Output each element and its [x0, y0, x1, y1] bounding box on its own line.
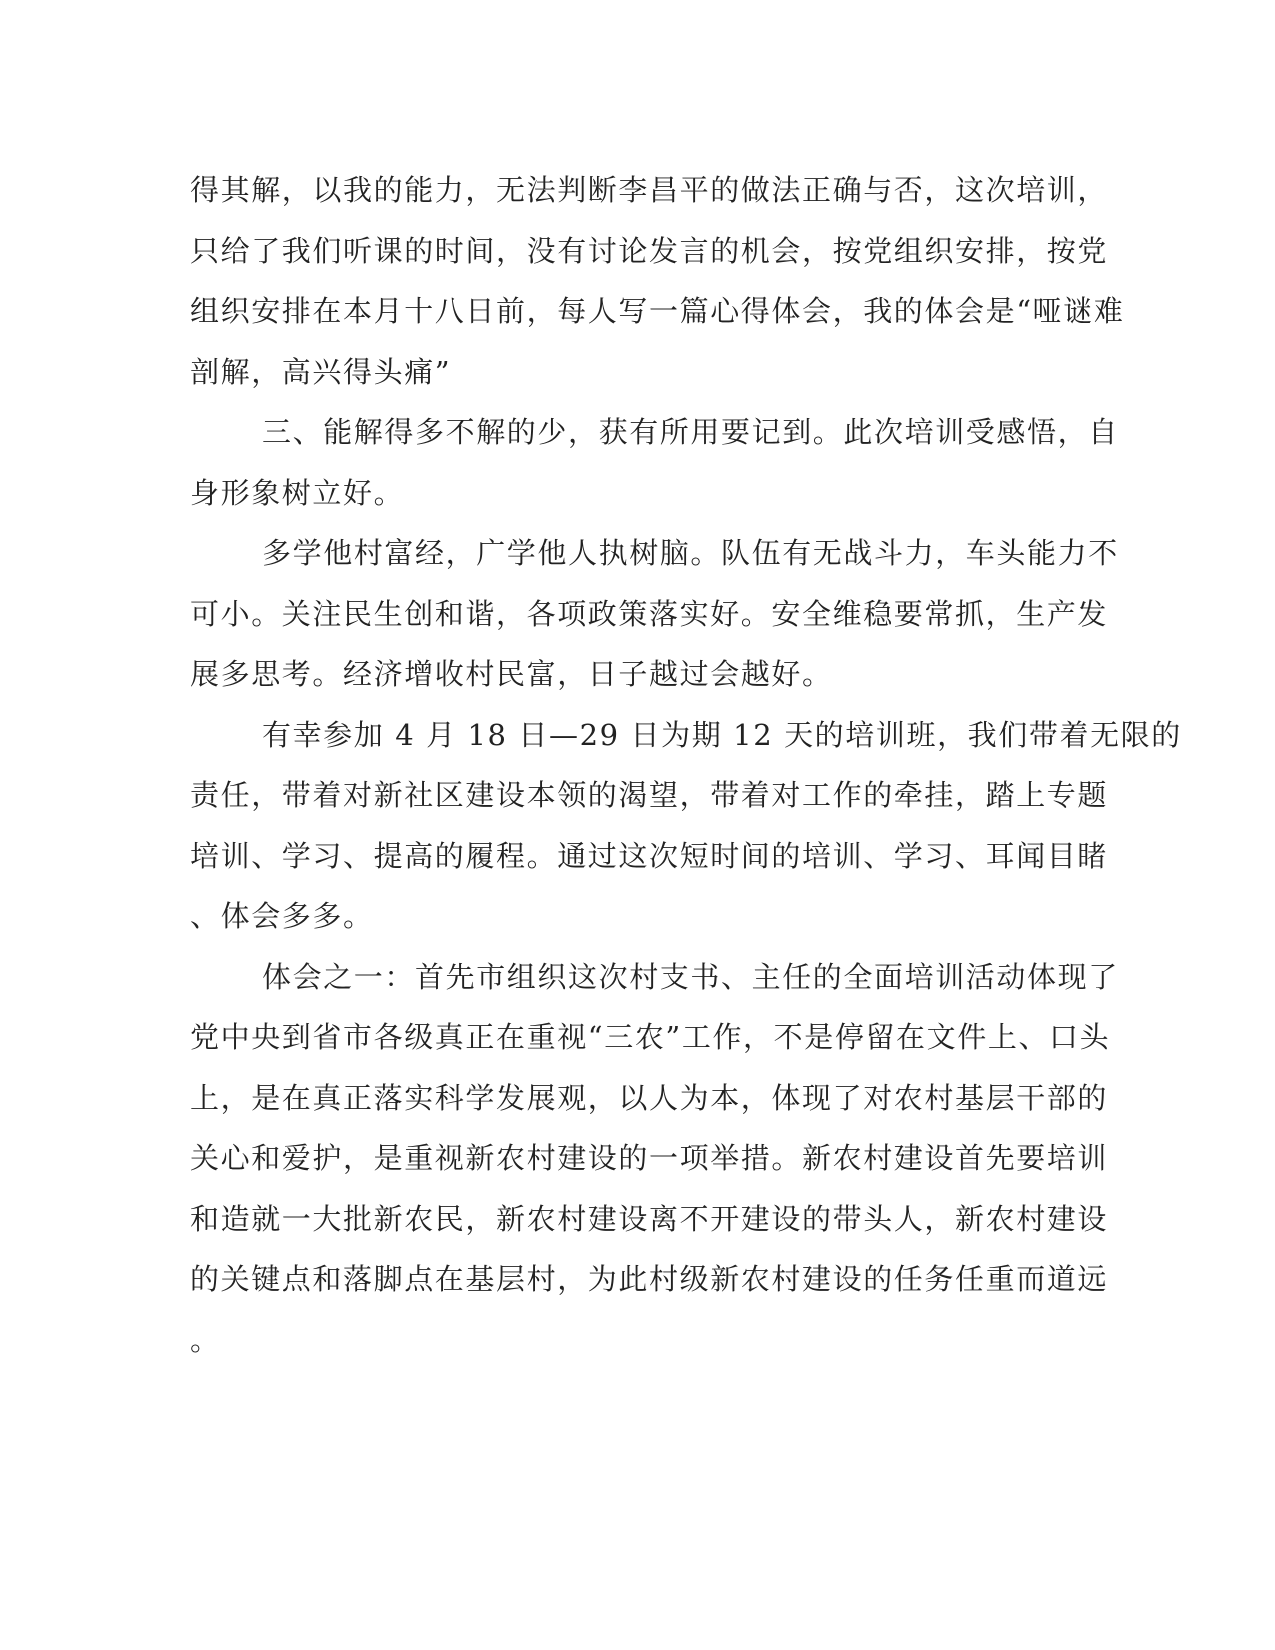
text-line: 上，是在真正落实科学发展观，以人为本，体现了对农村基层干部的 [190, 1080, 1109, 1115]
text-line: 培训、学习、提高的履程。通过这次短时间的培训、学习、耳闻目睹 [190, 838, 1109, 873]
text-line: 只给了我们听课的时间，没有讨论发言的机会，按党组织安排，按党 [190, 233, 1109, 268]
text-line: 关心和爱护，是重视新农村建设的一项举措。新农村建设首先要培训 [190, 1141, 1109, 1175]
paragraph-start-line: 有幸参加 4 月 18 日—29 日为期 12 天的培训班，我们带着无限的 [262, 717, 1182, 752]
text-line: 得其解，以我的能力，无法判断李昌平的做法正确与否，这次培训， [190, 173, 1109, 207]
text-line: 、体会多多。 [190, 899, 374, 933]
paragraph-start-line: 多学他村富经，广学他人执树脑。队伍有无战斗力，车头能力不 [262, 536, 1119, 570]
text-line: 和造就一大批新农民，新农村建设离不开建设的带头人，新农村建设 [190, 1201, 1109, 1236]
paragraph-start-line: 体会之一：首先市组织这次村支书、主任的全面培训活动体现了 [262, 959, 1119, 994]
document-body [190, 160, 1182, 1370]
text-line: 责任，带着对新社区建设本领的渴望，带着对工作的牵挂，踏上专题 [190, 778, 1109, 812]
paragraph-start-line: 三、能解得多不解的少，获有所用要记到。此次培训受感悟，自 [262, 415, 1119, 449]
text-line: 展多思考。经济增收村民富，日子越过会越好。 [190, 657, 833, 691]
text-line: 。 [190, 1322, 221, 1357]
text-line: 的关键点和落脚点在基层村，为此村级新农村建设的任务任重而道远 [190, 1262, 1109, 1296]
text-line: 组织安排在本月十八日前，每人写一篇心得体会，我的体会是“哑谜难 [190, 294, 1125, 328]
text-line: 可小。关注民生创和谐，各项政策落实好。安全维稳要常抓，生产发 [190, 596, 1109, 631]
text-line: 党中央到省市各级真正在重视“三农”工作，不是停留在文件上、口头 [190, 1020, 1111, 1054]
text-line: 身形象树立好。 [190, 475, 405, 510]
text-line: 剖解，高兴得头痛” [190, 354, 452, 389]
